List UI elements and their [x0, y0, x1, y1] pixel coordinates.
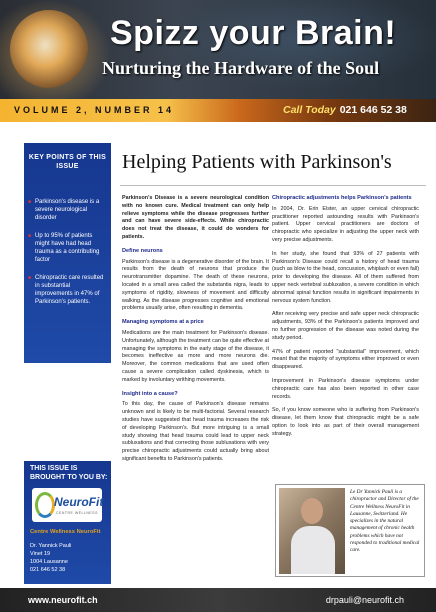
call-today — [283, 104, 407, 116]
article-intro: Parkinson's Disease is a severe neurological condition with no known cure. Medical treatment can only help relieve symptoms while the disease progresses further and can have severe side-effects. While chiropractic does not treat the disease, it could do wonders for patients. — [122, 195, 269, 240]
author-photo-shirt — [291, 526, 335, 574]
paragraph: After receiving very precise and safe upper neck chiropractic adjustments, 93% of the Parkinson's patients improved and no further progression of the disease was noted during the study period. — [272, 311, 419, 341]
title-divider — [120, 185, 426, 186]
magazine-title: Spizz your Brain! — [110, 14, 397, 52]
footer — [0, 588, 436, 612]
address-line: Vinet 19 — [30, 551, 51, 557]
paragraph: Improvement in Parkinson's disease symptoms under chiropractic care has also been reported in other case records. — [272, 377, 419, 400]
section-heading: Chiropractic adjustments helps Parkinson's patients — [272, 195, 412, 201]
address-line: 1004 Lausanne — [30, 559, 68, 565]
paragraph: In 2004, Dr. Erin Elster, an upper cervical chiropractic practitioner reported astounding results with Parkinson's patient. Upper cervical practitioners are doctors of chiropractic who specialize in adjusting the upper neck with very precise adjustments. — [272, 205, 419, 243]
phone-number: 021 646 52 38 — [339, 104, 407, 116]
article-column-2 — [272, 195, 419, 445]
volume-bar — [0, 99, 436, 122]
author-bio-box — [275, 484, 425, 577]
brought-to-you-title: THIS ISSUE IS BROUGHT TO YOU BY: — [30, 465, 108, 481]
logo-name: NeuroFit — [54, 495, 104, 509]
volume-number: VOLUME 2, NUMBER 14 — [14, 105, 175, 115]
neurofit-logo — [32, 488, 102, 522]
author-photo — [279, 488, 345, 574]
author-bio-text: Le Dr Yannick Pauli is a chiropractor and Director of the Centre Wellness NeuroFit in Lausanne, Switzerland. He specializes in the natural management of chronic health problems which have not responded to traditional medical care. — [350, 489, 420, 554]
key-points-list — [28, 198, 108, 316]
key-point: ■ Chiropractic care resulted in substantial improvements in 47% of Parkinson's patients. — [28, 274, 108, 306]
call-label: Call Today — [283, 104, 336, 116]
paragraph: Medications are the main treatment for Parkinson's disease. Unfortunately, although the treatment can be quite effective at managing the symptoms in the early stage of the disease, it becomes ineffective as more and more neurons die. Moreover, the common medications that are used often cause a severe complication called dyskinesia, which is marked by involuntary writhing movements. — [122, 329, 269, 383]
website-link[interactable]: www.neurofit.ch — [28, 595, 98, 605]
magazine-subtitle: Nurturing the Hardware of the Soul — [102, 58, 380, 78]
paragraph: 47% of patient reported "substantial" improvement, which meant that the majority of symptoms either improved or even disappeared. — [272, 348, 419, 371]
key-points-title: KEY POINTS OF THIS ISSUE — [28, 154, 107, 170]
section-heading: Insight into a cause? — [122, 390, 178, 397]
key-point: ■ Parkinson's disease is a severe neurological disorder — [28, 198, 108, 222]
address-line: 021 646 52 38 — [30, 567, 66, 573]
article-column-1 — [122, 195, 269, 470]
address-block — [30, 542, 71, 574]
email-link[interactable]: drpauli@neurofit.ch — [325, 595, 404, 605]
centre-name: Centre Wellness NeuroFit — [30, 529, 101, 535]
section-heading: Managing symptoms at a price — [122, 319, 204, 326]
key-points-panel — [24, 143, 111, 363]
article-title: Helping Patients with Parkinson's — [122, 151, 392, 173]
paragraph: In her study, she found that 93% of 27 patients with Parkinson's Disease could recall a history of head trauma (such as blow to the head, concussion, whiplash or even fall) prior to developing the disease. All of them suffered from upper neck vertebral subluxation, a severe condition in which abnormal spinal function results in significant impairments in nervous system function. — [272, 250, 419, 304]
paragraph: To this day, the cause of Parkinson's disease remains unknown and is likely to be multi-factorial. Several research studies have suggested that head trauma increases the risk of developing Parkinson's. But more intriguing is a small study showing that head trauma could lead to upper neck subluxations and that correcting those subluxations with very precise chiropractic adjustments could actually bring about significant benefits to Parkinson's patients. — [122, 401, 269, 462]
sidebar — [24, 143, 111, 584]
masthead — [0, 0, 436, 122]
paragraph: Parkinson's disease is a degenerative disorder of the brain. It results from the death of neurons that produce the neurotransmitter dopamine. The death of these neurons, located in a small area called the substantia nigra, leads to symptoms of rigidity, slowness of movement and difficulty walking. As the disease progresses cognitive and emotional problems usually arise, often resulting in dementia. — [122, 258, 269, 312]
paragraph: So, if you know someone who is suffering from Parkinson's disease, let them know that chiropractic might be a safe option to look into as part of their overall management strategy. — [272, 407, 419, 437]
brain-illustration — [10, 10, 88, 88]
section-heading: Define neurons — [122, 247, 163, 254]
author-photo-head — [301, 498, 323, 524]
logo-tagline: CENTRE WELLNESS — [56, 511, 98, 515]
logo-swirl-icon — [35, 492, 55, 518]
address-line: Dr. Yannick Pauli — [30, 543, 72, 549]
key-point: ■ Up to 95% of patients might have had head trauma as a contributing factor — [28, 232, 108, 264]
